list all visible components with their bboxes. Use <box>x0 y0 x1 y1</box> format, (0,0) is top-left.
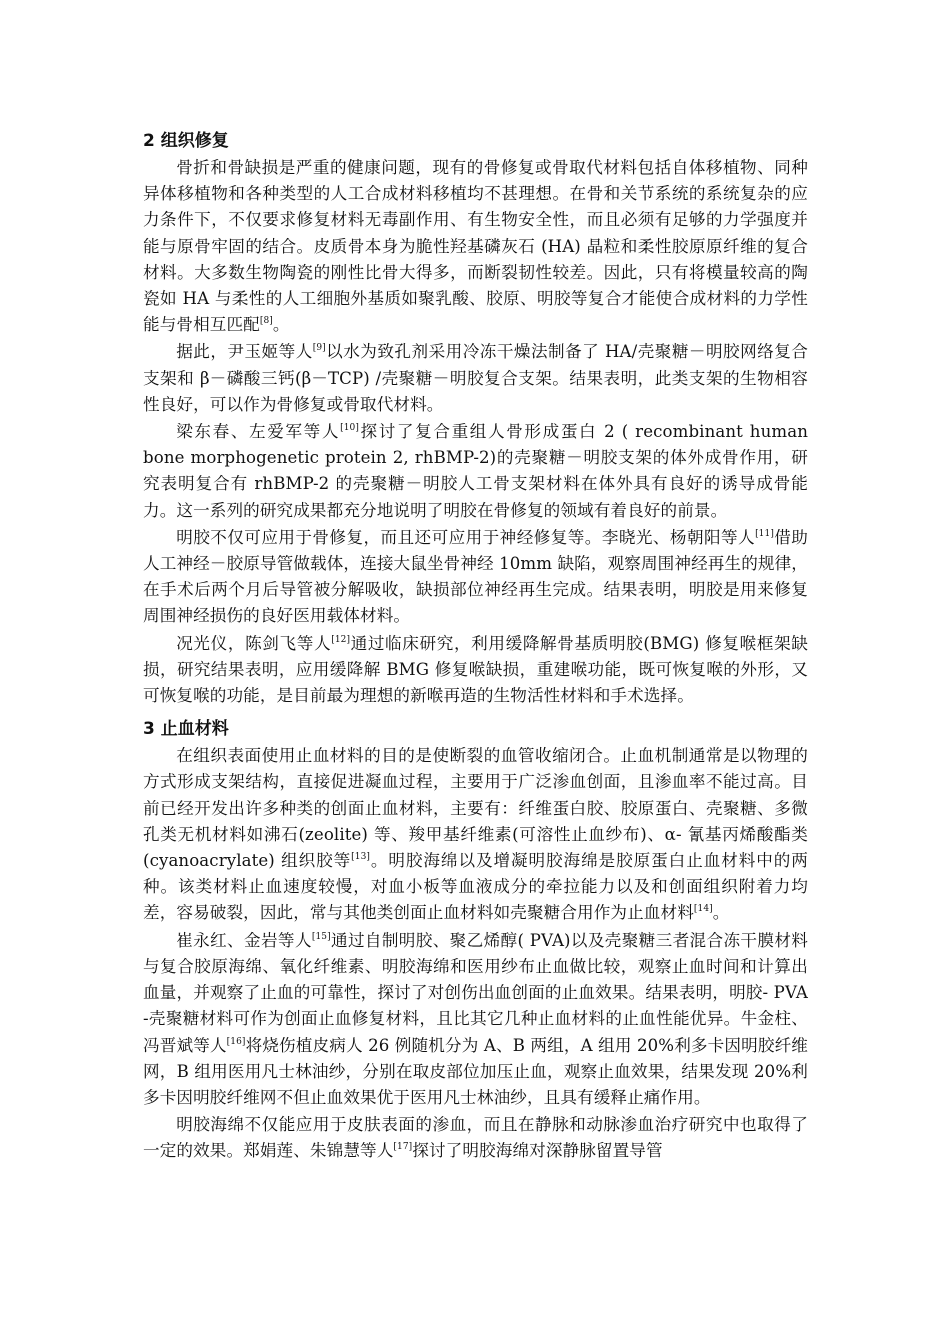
paragraph: 明胶不仅可应用于骨修复，而且还可应用于神经修复等。李晓光、杨朝阳等人[11]借助人工神经－胶原导管做载体，连接大鼠坐骨神经 10mm 缺陷，观察周围神经再生的规律，在手术后两个月后导管被分解吸收，缺损部位神经再生完成。结果表明，明胶是用来修复周围神经损伤的良好医用载体材料。 <box>143 527 808 626</box>
citation: [10] <box>340 423 359 434</box>
citation: [14] <box>693 904 713 915</box>
section-hemostatic-materials <box>143 716 808 1164</box>
section-heading: 2 组织修复 <box>143 131 229 151</box>
paragraph: 明胶海绵不仅能应用于皮肤表面的渗血，而且在静脉和动脉渗血治疗研究中也取得了一定的效果。郑娟莲、朱锦慧等人[17]探讨了明胶海绵对深静脉留置导管 <box>143 1115 808 1161</box>
paragraph: 骨折和骨缺损是严重的健康问题，现有的骨修复或骨取代材料包括自体移植物、同种异体移植物和各种类型的人工合成材料移植均不甚理想。在骨和关节系统的系统复杂的应力条件下，不仅要求修复材料无毒副作用、有生物安全性，而且必须有足够的力学强度并能与原骨牢固的结合。皮质骨本身为脆性羟基磷灰石 (HA) 晶粒和柔性胶原原纤维的复合材料。大多数生物陶瓷的刚性比骨大得多，而断裂韧性较差。因此，只有将模量较高的陶瓷如 HA 与柔性的人工细胞外基质如聚乳酸、胶原、明胶等复合才能使合成材料的力学性能与骨相互匹配[8]。 <box>143 158 808 335</box>
paragraph: 梁东春、左爱军等人[10]探讨了复合重组人骨形成蛋白 2 ( recombinant human bone morphogenetic protein 2, rhBMP-2)的壳聚糖－明胶支架的体外成骨作用，研究表明复合有 rhBMP-2 的壳聚糖－明胶人工骨支架材料在体外具有良好的诱导成骨能力。这一系列的研究成果都充分地说明了明胶在骨修复的领域有着良好的前景。 <box>143 422 808 520</box>
citation: [8] <box>259 316 273 327</box>
citation: [13] <box>351 852 371 863</box>
citation: [16] <box>226 1036 246 1047</box>
paragraph: 况光仪，陈剑飞等人[12]通过临床研究，利用缓降解骨基质明胶(BMG) 修复喉框架缺损，研究结果表明，应用缓降解 BMG 修复喉缺损，重建喉功能，既可恢复喉的外形，又可恢复喉的功能，是目前最为理想的新喉再造的生物活性材料和手术选择。 <box>143 633 809 706</box>
citation: [15] <box>311 931 331 942</box>
section-heading: 3 止血材料 <box>143 719 229 740</box>
paragraph: 崔永红、金岩等人[15]通过自制明胶、聚乙烯醇( PVA)以及壳聚糖三者混合冻干膜材料与复合胶原海绵、氧化纤维素、明胶海绵和医用纱布止血做比较，观察止血时间和计算出血量，并观察了止血的可靠性，探讨了对创伤出血创面的止血效果。结果表明，明胶- PVA -壳聚糖材料可作为创面止血修复材料，且比其它几种止血材料的止血性能优异。牛金柱、冯晋斌等人[16]将烧伤植皮病人 26 例随机分为 A、B 两组，A 组用 20%利多卡因明胶纤维网，B 组用医用凡士林油纱，分别在取皮部位加压止血，观察止血效果，结果发现 20%利多卡因明胶纤维网不但止血效果优于医用凡士林油纱，且具有缓释止痛作用。 <box>143 930 808 1107</box>
citation: [11] <box>755 528 774 539</box>
citation: [9] <box>312 343 326 354</box>
document-page <box>143 128 808 1166</box>
citation: [17] <box>393 1142 413 1153</box>
citation: [12] <box>331 634 351 645</box>
paragraph: 据此，尹玉姬等人[9]以水为致孔剂采用冷冻干燥法制备了 HA/壳聚糖－明胶网络复合支架和 β－磷酸三钙(β－TCP) /壳聚糖－明胶复合支架。结果表明，此类支架的生物相容性良好，可以作为骨修复或骨取代材料。 <box>143 342 808 414</box>
section-tissue-repair <box>143 128 808 709</box>
paragraph: 在组织表面使用止血材料的目的是使断裂的血管收缩闭合。止血机制通常是以物理的方式形成支架结构，直接促进凝血过程，主要用于广泛渗血创面，且渗血率不能过高。目前已经开发出许多种类的创面止血材料，主要有：纤维蛋白胶、胶原蛋白、壳聚糖、多微孔类无机材料如沸石(zeolite) 等、羧甲基纤维素(可溶性止血纱布)、α- 氰基丙烯酸酯类(cyanoacrylate) 组织胶等[13]。明胶海绵以及增凝明胶海绵是胶原蛋白止血材料中的两种。该类材料止血速度较慢，对血小板等血液成分的牵拉能力以及和创面组织附着力均差，容易破裂，因此，常与其他类创面止血材料如壳聚糖合用作为止血材料[14]。 <box>143 746 808 923</box>
